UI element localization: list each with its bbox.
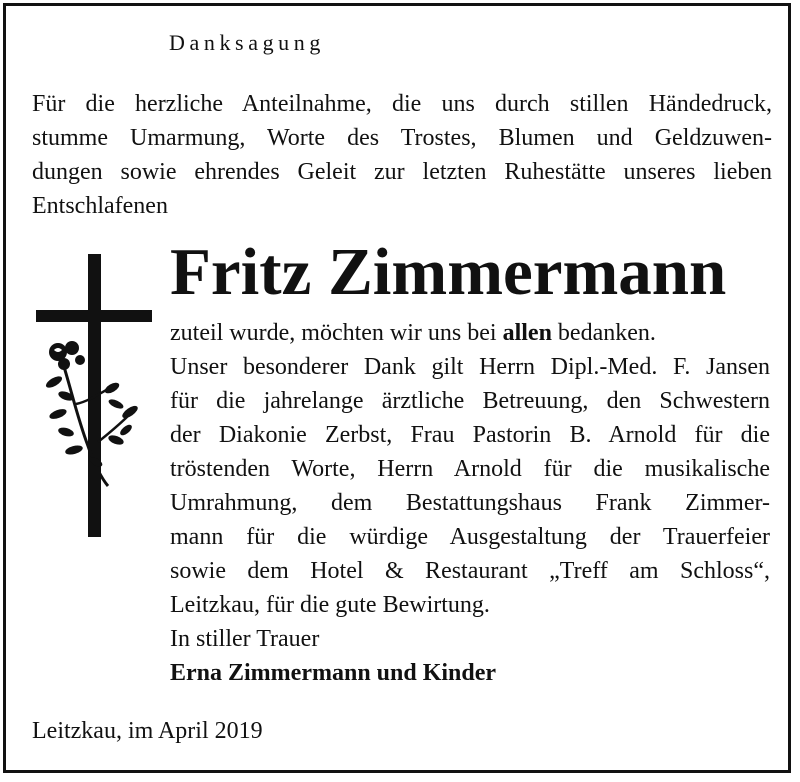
signer-names: Erna Zimmermann und Kinder — [170, 660, 497, 686]
cross-with-rose-icon — [36, 254, 156, 544]
emphasis-word: allen — [502, 320, 552, 346]
closing-block — [170, 622, 496, 690]
body-line: Umrahmung, dem Bestattungshaus Frank Zimmer- — [170, 490, 770, 516]
body-line-start: zuteil wurde, möchten wir uns bei — [170, 320, 503, 346]
intro-line: Für die herzliche Anteilnahme, die uns durch stillen Händedruck, — [32, 91, 772, 117]
body-line: mann für die würdige Ausgestaltung der Trauerfeier — [170, 524, 770, 550]
body-line: der Diakonie Zerbst, Frau Pastorin B. Arnold für die — [170, 422, 770, 448]
intro-text — [32, 87, 772, 223]
body-text — [170, 316, 770, 622]
body-line: Unser besonderer Dank gilt Herrn Dipl.-Med. F. Jansen — [170, 354, 770, 380]
closing-phrase: In stiller Trauer — [170, 626, 320, 652]
intro-line: stumme Umarmung, Worte des Trostes, Blumen und Geldzuwen- — [32, 125, 772, 151]
intro-line: Entschlafenen — [32, 193, 168, 219]
body-line: für die jahrelange ärztliche Betreuung, den Schwestern — [170, 388, 770, 414]
intro-line: dungen sowie ehrendes Geleit zur letzten Ruhestätte unseres lieben — [32, 159, 772, 185]
body-line-end: bedanken. — [551, 320, 656, 346]
body-line: sowie dem Hotel & Restaurant „Treff am Schloss“, — [170, 558, 770, 584]
place-date: Leitzkau, im April 2019 — [32, 718, 263, 744]
body-line — [170, 316, 770, 350]
body-line: Leitzkau, für die gute Bewirtung. — [170, 592, 490, 618]
notice-heading: Danksagung — [169, 30, 325, 55]
body-line: tröstenden Worte, Herrn Arnold für die musikalische — [170, 456, 770, 482]
deceased-name: Fritz Zimmermann — [170, 235, 727, 309]
